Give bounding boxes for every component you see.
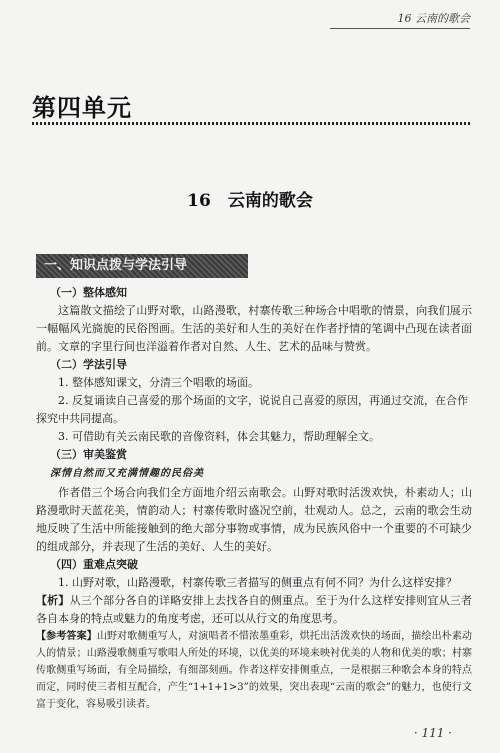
answer-paragraph — [36, 628, 472, 713]
method-item-1: 1. 整体感知课文，分清三个唱歌的场面。 — [58, 376, 259, 389]
analysis-text: 从三个部分各自的详略安排上去找各自的侧重点。至于为什么这样安排则宜从三者各自本身的特点或魅力的角度考虑，还可以从行文的角度思考。 — [36, 594, 473, 625]
overall-paragraph: 这篇散文描绘了山野对歌，山路漫歌，村寨传歌三种场合中唱歌的情景，向我们展示一幅幅风光旖旎的民俗图画。生活的美好和人生的美好在作者抒情的笔调中凸现在读者面前。文章的字里行间也洋溢着作者对自然、人生、艺术的品味与赞赏。 — [36, 304, 472, 353]
subheading-overall: （一）整体感知 — [50, 286, 127, 299]
running-head: 16 云南的歌会 — [330, 10, 470, 29]
aesthetic-tagline: 深情自然而又充满情趣的民俗美 — [50, 468, 204, 479]
analysis-paragraph — [36, 592, 472, 628]
chapter-title: 16 云南的歌会 — [187, 191, 313, 211]
method-item-3: 3. 可借助有关云南民歌的音像资料，体会其魅力，帮助理解全文。 — [58, 430, 380, 443]
lesson-content — [36, 284, 472, 713]
subheading-method: （二）学法引导 — [50, 358, 127, 371]
page-number: · 111 · — [413, 726, 452, 740]
answer-label: 【参考答案】 — [36, 631, 97, 642]
subheading-keypoints: （四）重难点突破 — [50, 558, 138, 571]
answer-text: 山野对歌侧重写人，对演唱者不惜浓墨重彩，烘托出活泼欢快的场面，描绘出朴素动人的情景；山路漫歌侧重写歌唱人所处的环境，以优美的环境来映衬优美的人物和优美的歌；村寨传歌侧重写场面，有全局描绘，有细部刻画。作者这样安排侧重点，一是根据三种歌会本身的特点而定，同时使三者相互配合，产生“1+1+1>3”的效果，突出表现“云南的歌会”的魅力，也使行文富于变化，容易吸引读者。 — [36, 631, 473, 710]
method-item-2: 2. 反复诵读自己喜爱的那个场面的文字，说说自己喜爱的原因，再通过交流，在合作探究中共同提高。 — [36, 394, 468, 425]
section-banner: 一、知识点拨与学法引导 — [36, 254, 248, 278]
aesthetic-paragraph: 作者借三个场合向我们全方面地介绍云南歌会。山野对歌时活泼欢快，朴素动人；山路漫歌时天蓝花美，情韵动人；村寨传歌时盛况空前，壮观动人。总之，云南的歌会生动地反映了生活中所能接触到的绝大部分事物或事情，成为民族风俗中一个重要的不可缺少的组成部分，并表现了生活的美好、人生的美好。 — [36, 486, 472, 553]
subheading-aesthetic: （三）审美鉴赏 — [50, 448, 127, 461]
analysis-label: 【析】 — [36, 594, 70, 607]
keypoint-question: 1. 山野对歌，山路漫歌，村寨传歌三者描写的侧重点有何不同？为什么这样安排？ — [58, 576, 457, 589]
unit-divider — [32, 122, 472, 125]
unit-title: 第四单元 — [32, 94, 132, 122]
